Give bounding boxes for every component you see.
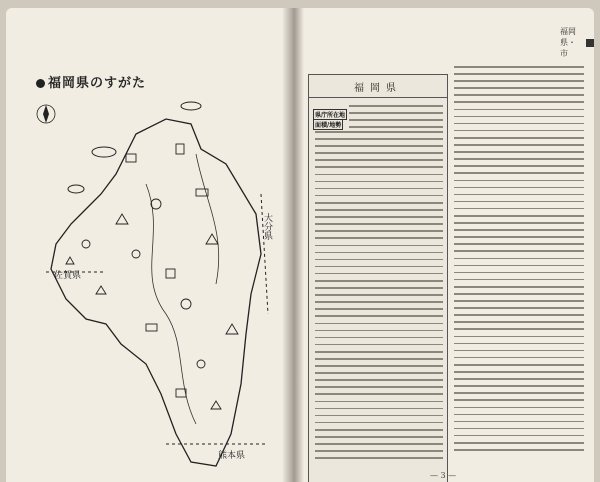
landmark-icon: [151, 199, 161, 209]
summary-box-title: 福岡県: [309, 75, 447, 98]
prefecture-illustrated-map: [26, 94, 276, 474]
mountain-icon: [211, 401, 221, 409]
map-section-title: [36, 72, 146, 91]
map-label-kumamoto: 熊本県: [218, 451, 246, 461]
factory-icon: [146, 324, 157, 331]
landmark-icon: [166, 269, 175, 278]
summary-box: [308, 74, 448, 482]
compass-icon: [37, 105, 55, 123]
landmark-icon: [132, 250, 140, 258]
box-text-lines: [349, 105, 443, 133]
road-line: [196, 154, 219, 284]
mountain-icon: [116, 214, 128, 224]
page-number: — 3 —: [430, 471, 457, 480]
mountain-icon: [226, 324, 238, 334]
landmark-icon: [181, 299, 191, 309]
river-line: [146, 184, 196, 424]
island-shape: [181, 102, 201, 110]
map-label-oita: 大分県: [262, 213, 272, 240]
map-label-saga: 佐賀県: [54, 271, 82, 281]
running-header: [560, 26, 594, 59]
map-title-text: 福岡県のすがた: [48, 76, 147, 91]
right-column-text: [454, 66, 584, 456]
box-body-text: [315, 131, 443, 464]
right-page: [290, 8, 594, 482]
border-line: [261, 194, 268, 314]
mountain-icon: [206, 234, 218, 244]
mountain-icon: [96, 286, 106, 294]
landmark-icon: [82, 240, 90, 248]
text-panel: [308, 74, 586, 482]
section-tag-area: 面積/地勢: [313, 119, 343, 130]
prefecture-outline: [51, 119, 261, 466]
island-shape: [92, 147, 116, 157]
header-tab-mark: [586, 39, 594, 47]
section-tag-capital: 県庁所在地: [313, 109, 347, 120]
landmark-icon: [126, 154, 136, 162]
landmark-icon: [197, 360, 205, 368]
landmark-icon: [176, 144, 184, 154]
mountain-icon: [66, 257, 74, 264]
running-header-text: 福岡県・市: [560, 27, 576, 58]
island-shape: [68, 185, 84, 193]
left-page: [6, 8, 290, 482]
bullet-dot-icon: [36, 79, 45, 88]
book-gutter-shadow: [282, 8, 304, 482]
